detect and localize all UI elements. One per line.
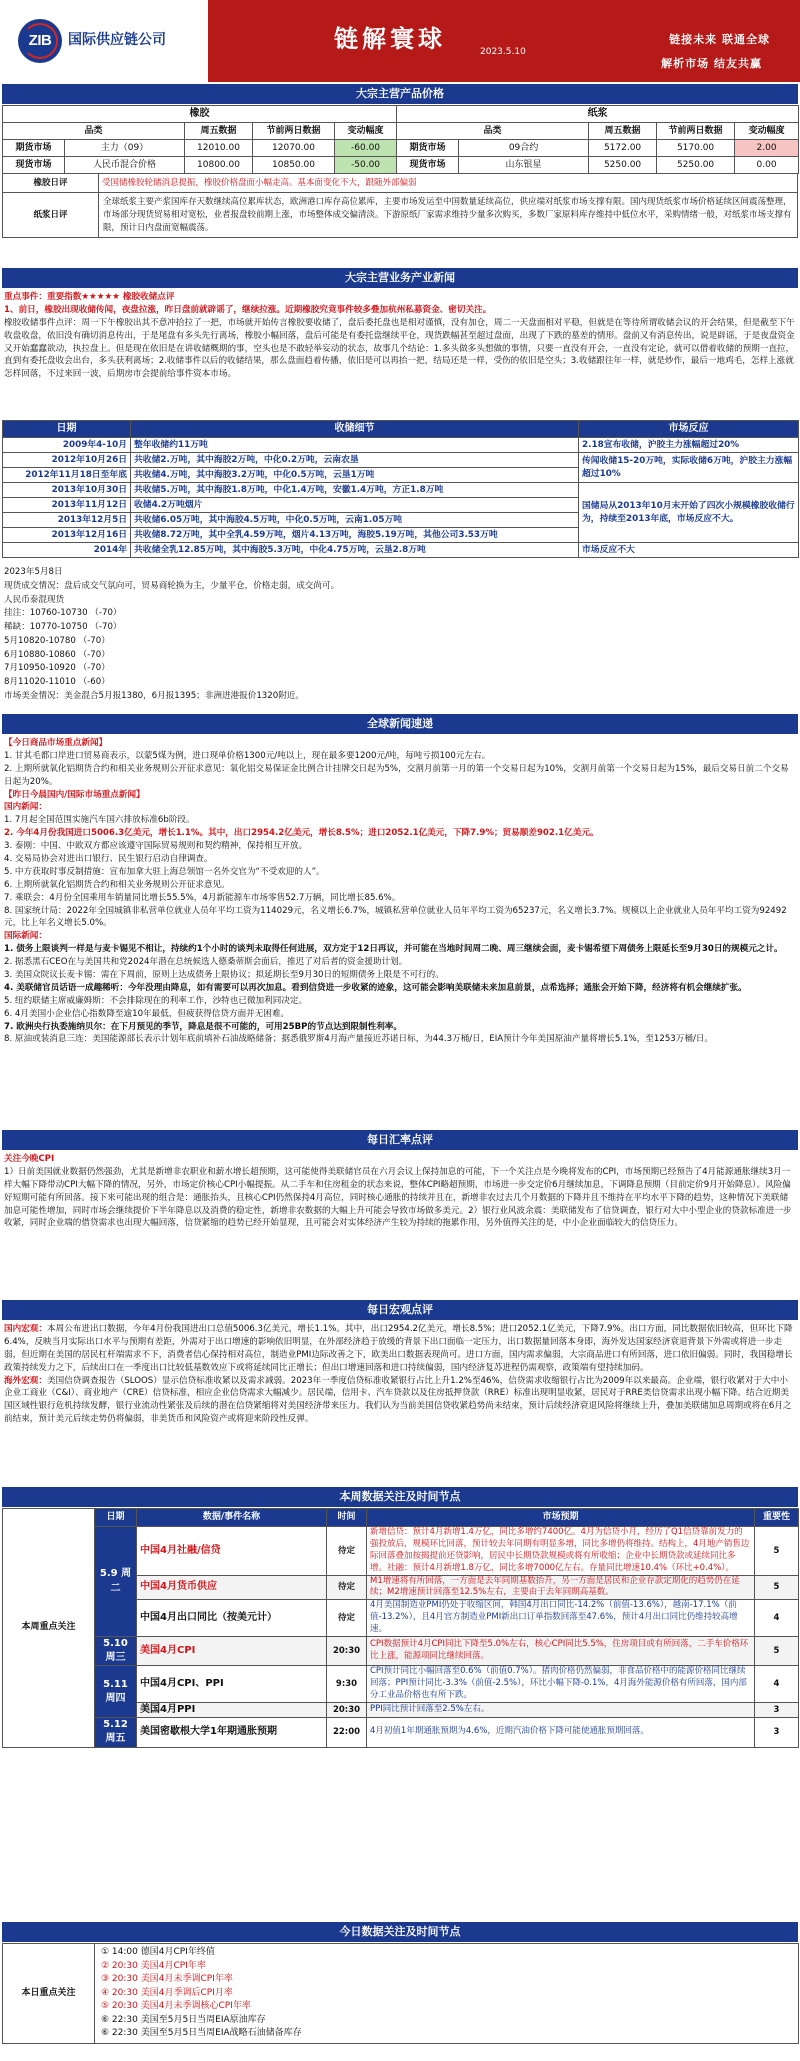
day-cell: 5.12 周五	[95, 1718, 137, 1747]
list-item: ④ 20:30 美国4月季调后CPI月率	[101, 1987, 233, 1998]
expectation-cell: CPI数据预计4月CPI同比下降至5.0%左右，核心CPI同比5.5%，住房项目或有所回落，二手车价格环比上涨，能源项同比继续回落。	[367, 1637, 755, 1666]
news-item: 2. 据悉黑石CEO在与美国共和党2024年潜在总统候选人德桑蒂斯会面后，推迟了对后者的资金援助计划。	[4, 957, 408, 968]
global-news	[4, 737, 796, 1046]
detail-cell: 共收储8.72万吨，其中全乳4.59万吨，烟片4.13万吨，海胶5.19万吨，其他公司3.53万吨	[131, 528, 579, 543]
table-row	[3, 543, 799, 558]
date-cell: 2012年11月18日至年底	[3, 468, 131, 483]
importance-cell: 4	[755, 1600, 799, 1637]
expectation-cell: 新增信贷：预计4月新增1.4万亿，同比多增约7400亿。4月为信贷小月，经历了Q1信贷靠前发力的强投放后，规模环比回落，预计较去年同期有明显多增，同比多增仍将维持。结构上，4月地产销售边际回落叠加按揭提前还贷影响，居民中长期贷款规模或将有所收缩；企业中长期贷款或延续同比多增。社融：预计4月新增1.8万亿，同比多增7000亿左右。存量同比增速10.4%（环比+0.4%）。	[367, 1527, 755, 1576]
col-header: 变动幅度	[335, 123, 397, 140]
price-table	[2, 105, 798, 238]
cell: 5250.00	[589, 157, 657, 174]
logo	[0, 0, 208, 82]
note-line: 5月10820-10780 （-70）	[4, 635, 110, 646]
time-cell: 待定	[327, 1527, 367, 1576]
subheading: 【昨日今晨国内/国际市场重点新闻】	[4, 789, 145, 800]
day-cell: 5.11 周四	[95, 1666, 137, 1718]
cell: 10800.00	[185, 157, 253, 174]
table-row	[3, 438, 799, 453]
today-side-label: 本日重点关注	[3, 1944, 95, 2044]
detail-cell: 收储4.2万吨烟片	[131, 498, 579, 513]
rubber-storage-commentary	[4, 291, 796, 381]
col-header: 数据/事件名称	[137, 1509, 327, 1527]
expectation-cell: CPI预计同比小幅回落至0.6%（前值0.7%）。猪肉价格仍然偏弱，非食品价格中的能源价格同比继续回落；PPI预计同比-3.3%（前值-2.5%），环比小幅下降-0.1%，4月海外能源价格有所回落，国内部分工业品价格也有所下跌。	[367, 1666, 755, 1703]
today-schedule-table	[2, 1943, 798, 2044]
news-item: 5. 中方获取时事反制措施：宣布加拿大驻上海总领馆一名外交官为“不受欢迎的人”。	[4, 866, 325, 877]
list-item: ⑥ 22:30 美国至5月5日当周EIA战略石油储备库存	[101, 2028, 302, 2038]
importance-cell: 5	[755, 1527, 799, 1576]
section-title-week: 本周数据关注及时间节点	[2, 1487, 798, 1507]
today-list	[95, 1944, 799, 2044]
col-header: 时间	[327, 1509, 367, 1527]
col-header: 日期	[95, 1509, 137, 1527]
zib-logo-icon: ZIB	[18, 19, 62, 63]
news-item: 1. 甘其毛都口岸进口贸易商表示，以蒙5煤为例，进口现单价格1300元/吨以上，现在最多要1200元/吨，每吨亏损100元左右。	[4, 750, 491, 761]
table-row	[3, 483, 799, 498]
cell: 人民币混合价格	[65, 157, 185, 174]
detail-cell: 共收储6.05万吨，其中海胶4.5万吨，中化0.5万吨，云南1.05万吨	[131, 513, 579, 528]
report-title: 链解寰球	[334, 25, 446, 53]
news-item: 5. 纽约联储主席威廉姆斯：不会排除现在的利率工作，沙特也已微加利同决定。	[4, 995, 308, 1006]
cell: 12070.00	[253, 140, 335, 157]
storage-history-table	[2, 420, 798, 558]
change-cell: 2.00	[735, 140, 799, 157]
col-header: 市场预期	[367, 1509, 755, 1527]
overseas-macro-body: 美国信贷调查报告（SLOOS）显示信贷标准收紧以及需求减弱。2023年一季度信贷标准收紧银行占比上升1.2%至46%，信贷需求收缩银行占比为2009年以来最高。企业端，银行收紧对于大中小企业工商业（C&I）、商业地产（CRE）信贷标准，相应企业信贷需求大幅减少。居民端，信用卡、汽车贷款以及住房抵押贷款（RRE）标准出现明显收紧，居民对于RRE类信贷需求出现小幅下降。结合近期美国区域性银行危机持续发酵，银行业流动性紧张及后续的潜在信贷紧缩将对美国经济带来压力。我们认为当前美国信贷收紧趋势尚未结束，预计后续经济衰退风险将继续上升，叠加美联储加息周期或将在6月之前结束，预计美元后续走势仍将偏弱，非美货币和风险资产或将迎来阶段性反弹。	[4, 1375, 792, 1425]
row-label: 现货市场	[3, 157, 65, 174]
time-cell: 22:00	[327, 1718, 367, 1747]
news-item: 1. 债务上限谈判一样是与麦卡锡见不相让，持续约1个小时的谈判未取得任何进展，双方定于12日再议，并可能在当地时间周二晚、周三继续会面，麦卡锡希望下周债务上限延长至9月30日的规模元之计。	[4, 944, 783, 955]
reaction-cell: 传闻收储15-20万吨，实际收储6万吨，沪胶主力涨幅超过10%	[579, 453, 799, 483]
domestic-macro-label: 国内宏观：	[4, 1324, 47, 1334]
reaction-cell: 国储局从2013年10月末开始了四次小规模橡胶收储行为，持续至2013年底，市场反应不大。	[579, 483, 799, 543]
detail-cell: 共收储全乳12.85万吨，其中海胶5.3万吨，中化4.75万吨，云垦2.8万吨	[131, 543, 579, 558]
date-cell: 2013年10月30日	[3, 483, 131, 498]
detail-cell: 共收储4.万吨，其中海胶3.2万吨，中化0.5万吨，云垦1万吨	[131, 468, 579, 483]
rubber-comment-label: 橡胶日评	[3, 174, 99, 193]
price-row	[3, 157, 799, 174]
change-cell: 0.00	[735, 157, 799, 174]
note-line: 8月11020-11010 （-60）	[4, 677, 110, 687]
fx-body: 1）日前美国就业数据仍然强劲，尤其是新增非农职业和薪水增长超预期，这可能使得美联储官员在六月会议上保持加息的可能，下一个关注点是今晚将发布的CPI，市场预期已经预告了4月能源通胀继续3月一样大幅下降带动CPI大幅下降的情况，另外，市场定价核心CPI小幅提振。从二手车和住房租金的状态来说，整体CPI略超预期，市场进一步交定价6月继续加息，下调降息预期（目前定价9月开始降息）。风险偏好短期可能有所回落。接下来可能出现的组合是：通胀抬头，且核心CPI仍然保持4月高位，同时核心通胀的持续并且在，新增非农过去几个月数据的下降并且不维持在平均水平下降的趋势，这种情况下美联储加息可能性增加，同时市场会继续提价下半年降息以及消费的稳定性，新增非农数据的大幅上升可能会导致市场做多美元。2）银行业风波余震：美联储发布了信贷调查，银行对大中小型企业的贷款标准进一步收紧，同时企业端的借贷需求也出现大幅回落，信贷紧缩的趋势已经开始显现，且可能会对实体经济产生较为持续的拖累作用，另外值得关注的是，中小企业面临较大的信贷压力。	[4, 1166, 792, 1229]
change-cell: -60.00	[335, 140, 397, 157]
detail-cell: 共收储5.万吨，其中海胶1.8万吨，中化1.4万吨，安徽1.4万吨，方正1.8万吨	[131, 483, 579, 498]
news-item: 1. 7月起全国范围实施汽车国六排放标准6b阶段。	[4, 815, 195, 826]
overseas-macro-label: 海外宏观：	[4, 1375, 47, 1386]
row-label: 期货市场	[397, 140, 459, 157]
rubber-comment: 受国储橡胶轮储消息提振，橡胶价格盘面小幅走高。基本面变化不大，跟随外部偏弱	[99, 174, 798, 193]
section-title-industry-news: 大宗主营业务产业新闻	[2, 268, 798, 288]
event-cell: 美国密歇根大学1年期通胀预期	[137, 1718, 327, 1747]
news-analysis: 橡胶收储事件点评：周一下午橡胶出其不意冲拾拉了一把，市场就开始传言橡胶要收储了，盘后委托盘也是相对谨慎，没有加仓，周二一天盘面相对平稳，但就是在等待所谓收储会议的开会结果，但是截至下午收盘收盘，依旧没有确切消息传出，于是尾盘有多头先行离场，橡胶小幅回落，盘后可能是有委托盘继续平仓，现货跌幅甚至超过盘面，出现了下跌的墓差的情形。盘前又有消息传出，说是辟谣，于是夜盘资金又开始蠢蠢欲动，执拉盘上。但是现在依旧是在讲收储概期的事，空头也是不敢轻举妄动的状态，故事几个结论：1.多头做多头想做的事情，只要一直没有开会，一直没有定论，就可以借着收储的预期一直拉，直到有委托盘收会出台，多头获利离场；2.收储事件以后的收储结果，那么盘面趋着传播，依旧是可以再抬一把，结局还是一样，受伤的依旧是空头；3.收储跟往年一样，就是炒作，最后一地鸡毛，怎样上涨就怎样回落，不过来回一波，后期房市会提前给事件资本市场。	[4, 317, 795, 380]
slogan-line-2: 解析市场 结友共赢	[661, 57, 762, 70]
cell: 12010.00	[185, 140, 253, 157]
time-cell: 20:30	[327, 1637, 367, 1666]
news-headline: 重点事件：重要指数★★★★★ 橡胶收储点评	[4, 292, 175, 302]
news-item: 3. 美国众院议长麦卡锡：需在下周前，原则上达成债务上限协议；拟延期长至9月30日的短期债务上限是不可行的。	[4, 970, 444, 981]
schedule-row	[3, 1527, 799, 1576]
news-item: 7. 乘联会：4月份全国乘用车销量同比增长55.5%，4月新能源车市场零售52.7万辆，同比增长85.6%。	[4, 892, 401, 903]
pulp-comment: 全球纸浆主要产浆国库存天数继续高位累库状态，欧洲港口库存高位累库，主要市场发运至中国数量延续高位，供应端对纸浆市场支撑有限。国内现货纸浆市场价格延续区间震荡整理，市场部分现货贸易相对宽松，业者报盘较前期上涨，市场整体成交偏清淡。下游原纸厂家需求维持少量多次购买，多数厂家原料库存维持中低位水平，采购情绪一般，对纸浆市场支撑有限，预计日内盘面宽幅震荡。	[99, 193, 798, 238]
pulp-group-title: 纸浆	[397, 106, 799, 123]
domestic-macro-body: 本周公布进出口数据，今年4月份我国进出口总值5006.3亿美元，增长1.1%。其中，出口2954.2亿美元，增长8.5%；进口2052.1亿美元，下降7.9%。出口方面，同比数据依旧较高，但环比下降6.4%，反映当月实际出口水平与预期有差距，外需对于出口增速的影响依旧明显，在外部经济趋于放缓的背景下出口面临一定压力，出口数据量回落本身即，海外发达国家经济衰退背景下外需或将进一步走弱，但近期在美国的居民杠杆端需求不下，消费者信心保持相对高位，制造业PMI边际改善之下，欧美出口数据表现尚可。进口方面，国内需求偏弱，大宗商品进口有所回落，进口依旧偏弱。同时，我国稳增长政策持续发力之下，后续出口在一季度出口比较低基数效应下或将延续同比正增长；但出口增速回落和进口持续偏弱，国内经济复苏进程仍需观察，政策端有望持续加码。	[4, 1324, 793, 1373]
time-cell: 待定	[327, 1575, 367, 1600]
note-line: 6月10880-10860 （-70）	[4, 649, 110, 660]
section-title-prices: 大宗主营产品价格	[2, 84, 798, 104]
importance-cell: 3	[755, 1703, 799, 1718]
price-row	[3, 140, 799, 157]
logo-text: 国际供应链公司	[68, 32, 166, 49]
section-title-global-news: 全球新闻速递	[2, 714, 798, 734]
pulp-comment-label: 纸浆日评	[3, 193, 99, 238]
report-header	[0, 0, 800, 82]
list-item: ① 14:00 德国4月CPI年终值	[101, 1947, 215, 1957]
schedule-row	[3, 1666, 799, 1703]
time-cell: 待定	[327, 1600, 367, 1637]
news-item: 8. 国家统计局：2022年全国城镇非私营单位就业人员年平均工资为114029元，名义增长6.7%，城镇私营单位就业人员年平均工资为65237元，名义增长3.7%。规模以上企业就业人员年平均工资为92492元，比上年名义增长5.0%。	[4, 905, 787, 929]
list-item: ③ 20:30 美国4月未季调CPI年率	[101, 1974, 233, 1984]
cell: 5172.00	[589, 140, 657, 157]
section-title-fx: 每日汇率点评	[2, 1130, 798, 1150]
event-cell: 美国4月PPI	[137, 1703, 327, 1718]
col-header: 周五数据	[589, 123, 657, 140]
importance-cell: 4	[755, 1666, 799, 1703]
note-line: 市场美金情况：美金混合5月报1380，6月报1395；非洲进港报价1320附近。	[4, 690, 304, 701]
time-cell: 9:30	[327, 1666, 367, 1703]
date-cell: 2013年11月12日	[3, 498, 131, 513]
list-item: ⑤ 20:30 美国4月未季调核心CPI年率	[101, 2001, 251, 2011]
cell: 山东银星	[459, 157, 589, 174]
time-cell: 20:30	[327, 1703, 367, 1718]
cell: 09合约	[459, 140, 589, 157]
event-cell: 中国4月CPI、PPI	[137, 1666, 327, 1703]
news-point: 1、前日，橡胶出现收储传闻，夜盘拉涨，昨日盘前就辟谣了，继续拉涨。近期橡胶究竟事件较多叠加杭州私募资金、密切关注。	[4, 304, 492, 315]
section-title-today: 今日数据关注及时间节点	[2, 1922, 798, 1942]
slogan-line-1: 链接未来 联通全球	[669, 33, 770, 46]
fx-headline: 关注今晚CPI	[4, 1154, 55, 1164]
rubber-group-title: 橡胶	[3, 106, 397, 123]
subheading: 【今日商品市场重点新闻】	[4, 738, 108, 748]
col-header: 节前两日数据	[657, 123, 735, 140]
news-item: 2. 今年4月份我国进口5006.3亿美元，增长1.1%。其中，出口2954.2亿美元，增长8.5%；进口2052.1亿美元，下降7.9%；贸易顺差902.1亿美元。	[4, 828, 599, 839]
expectation-cell: 4月初值1年期通胀预期为4.6%，近期汽油价格下降可能使通胀预期回落。	[367, 1718, 755, 1747]
importance-cell: 5	[755, 1637, 799, 1666]
news-item: 6. 上期所就氧化铝期货合约和相关业务规则公开征求意见。	[4, 879, 230, 890]
col-header: 日期	[3, 421, 131, 438]
expectation-cell: 4月美国制造业PMI仍处于收缩区间，韩国4月出口同比-14.2%（前值-13.6%），越南-17.1%（前值-13.2%），且4月官方制造业PMI新出口订单指数回落至47.6%，预计4月出口同比仍维持较高增速。	[367, 1600, 755, 1637]
day-cell: 5.10 周三	[95, 1637, 137, 1666]
date-cell: 2013年12月5日	[3, 513, 131, 528]
cell: 5170.00	[657, 140, 735, 157]
note-line: 7月10950-10920 （-70）	[4, 663, 110, 674]
note-line: 现货成交情况：盘后成交气氛向可，贸易商轮换为主，少量平仓，价格走弱，成交尚可。	[4, 580, 340, 591]
week-schedule-table	[2, 1508, 798, 1748]
cell: 10850.00	[253, 157, 335, 174]
col-header: 节前两日数据	[253, 123, 335, 140]
col-header: 品类	[3, 123, 185, 140]
note-line: 人民币泰混现货	[4, 594, 65, 605]
section-title-macro: 每日宏观点评	[2, 1300, 798, 1320]
cell: 主力（09）	[65, 140, 185, 157]
news-item: 7. 欧洲央行执委施纳贝尔：在下月预见的季节，降息是很不可能的，可用25BP的节点达到限制性利率。	[4, 1021, 402, 1032]
reaction-cell: 市场反应不大	[579, 543, 799, 558]
col-header: 品类	[397, 123, 589, 140]
row-label: 期货市场	[3, 140, 65, 157]
date-cell: 2014年	[3, 543, 131, 558]
week-side-label: 本周重点关注	[3, 1509, 95, 1748]
schedule-row	[3, 1718, 799, 1747]
importance-cell: 5	[755, 1575, 799, 1600]
change-cell: -50.00	[335, 157, 397, 174]
spot-market-notes	[4, 566, 796, 704]
note-line: 挂注：10760-10730 （-70）	[4, 608, 122, 619]
note-line: 2023年5月8日	[4, 567, 63, 577]
expectation-cell: M1增速将有所回落，一方面是去年同期基数抬升，另一方面是居民和企业存款定期化的趋势仍在延续；M2增速预计回落至12.5%左右，主要由于去年同期高基数。	[367, 1575, 755, 1600]
title-banner	[208, 0, 800, 82]
expectation-cell: PPI同比预计回落至2.5%左右。	[367, 1703, 755, 1718]
row-label: 现货市场	[397, 157, 459, 174]
macro-commentary	[4, 1323, 796, 1426]
detail-cell: 整年收储约11万吨	[131, 438, 579, 453]
list-item: ② 20:30 美国4月CPI年率	[101, 1960, 206, 1971]
col-header: 变动幅度	[735, 123, 799, 140]
news-item: 3. 泰刚：中国、中欧双方都应该遵守国际贸易规则和契约精神，保持相互开放。	[4, 841, 308, 852]
intl-label: 国际新闻：	[4, 931, 47, 942]
event-cell: 美国4月CPI	[137, 1637, 327, 1666]
table-row	[3, 453, 799, 468]
col-header: 重要性	[755, 1509, 799, 1527]
event-cell: 中国4月货币供应	[137, 1575, 327, 1600]
note-line: 稀缺：10770-10750 （-70）	[4, 622, 122, 632]
news-item: 4. 美联储官员话语一成趣稀听：今年没理由降息，如有需要可以再次加息。看到信贷进一步收紧的迹象，这可能会影响美联储未来加息前景，点希选择；通胀会开始下降，经济将有机会继续扩张。	[4, 982, 747, 993]
day-cell: 5.9 周二	[95, 1527, 137, 1637]
news-item: 4. 交易局协会对进出口银行、民生银行启动自律调查。	[4, 854, 213, 865]
importance-cell: 3	[755, 1718, 799, 1747]
news-item: 2. 上期所就氧化铝期货合约和相关业务规则公开征求意见：氧化铝交易保证金比例合计挂牌交日起为5%，交割月前第一月的第一个交易日起为10%，交割月前第一个交易日起为15%，最后交易日前二个交易日起为20%。	[4, 763, 789, 787]
date-cell: 2013年12月16日	[3, 528, 131, 543]
cell: 5250.00	[657, 157, 735, 174]
schedule-row	[3, 1637, 799, 1666]
news-item: 6. 4月美国小企业信心指数降至逾10年最低，但疲获得信贷方面并无困难。	[4, 1008, 290, 1019]
reaction-cell: 2.18宣布收储，沪胶主力涨幅超过20%	[579, 438, 799, 453]
event-cell: 中国4月出口同比（按美元计）	[137, 1600, 327, 1637]
col-header: 收储细节	[131, 421, 579, 438]
date-cell: 2012年10月26日	[3, 453, 131, 468]
report-date: 2023.5.10	[480, 47, 526, 57]
detail-cell: 共收储2.万吨，其中海胶2万吨，中化0.2万吨，云南农垦	[131, 453, 579, 468]
event-cell: 中国4月社融/信贷	[137, 1527, 327, 1576]
domestic-label: 国内新闻：	[4, 802, 47, 813]
fx-commentary	[4, 1153, 796, 1230]
news-item: 8. 原油或装消息三连：美国能源部长表示计划年底前填补石油战略储备；据悉俄罗斯4月海产量接近苏诺日标，为44.3万桶/日，EIA预计今年美国原油产量将增长5.1%，至1253万桶/日。	[4, 1034, 714, 1045]
col-header: 市场反应	[579, 421, 799, 438]
col-header: 周五数据	[185, 123, 253, 140]
date-cell: 2009年4-10月	[3, 438, 131, 453]
list-item: ⑥ 22:30 美国至5月5日当周EIA原油库存	[101, 2014, 266, 2025]
